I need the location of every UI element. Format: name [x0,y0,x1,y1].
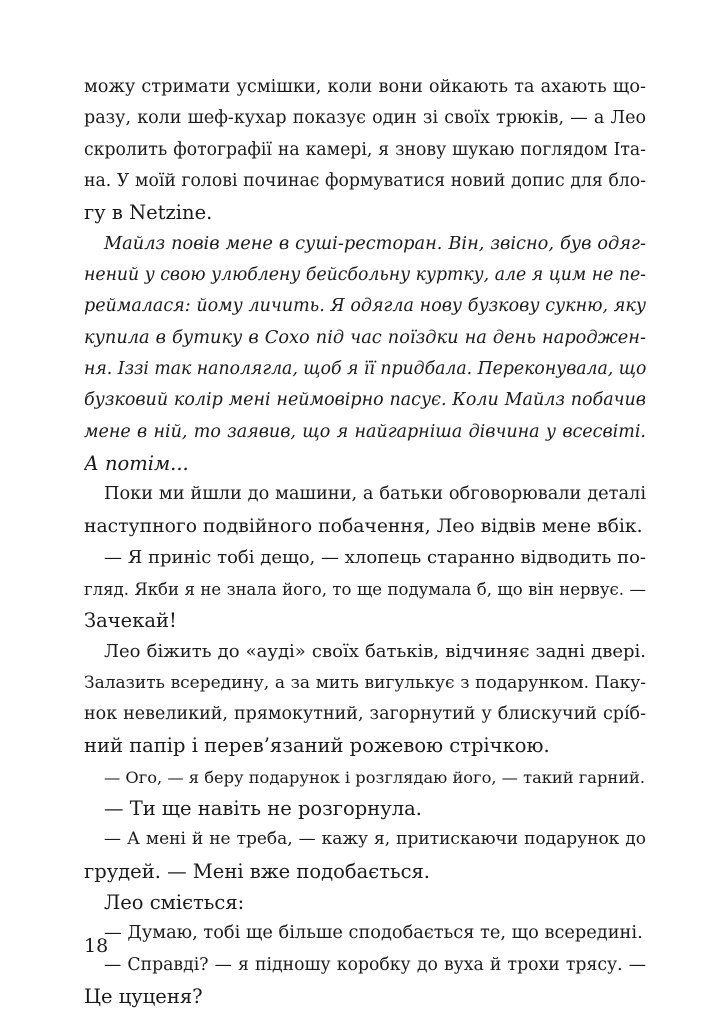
text-line: бузковий колір мені неймовірно пасує. Коли Майлз побачив [84,390,646,411]
text-line: Лео сміється: [104,890,245,914]
text-line: Поки ми йшли до машини, а батьки обговорювали деталі [104,484,646,505]
text-line: — Ти ще навіть не розгорнула. [104,796,422,820]
text-line: Зачекай! [84,608,177,632]
text-line: А потім... [84,452,189,476]
text-line: разу, коли шеф-кухар показує один зі своїх трюків, — а Лео [84,108,646,129]
page-number: 18 [84,935,109,957]
text-line: мене в ній, то заявив, що я найгарніша дівчина у всесвіті. [84,421,646,442]
text-line: наступного подвійного побачення, Лео відвів мене вбік. [84,515,643,537]
text-line: гляд. Якби я не знала його, то ще подумала б, що він нервує. — [84,579,646,599]
text-line: грудей. — Мені вже подобається. [84,859,431,883]
text-line: ний папір і перев’язаний рожевою стрічкою. [84,734,550,758]
text-line: реймалася: йому личить. Я одягла нову бузкову сукню, яку [84,296,646,317]
text-line: на. У моїй голові починає формуватися новий допис для бло- [84,171,646,192]
text-line: можу стримати усмішки, коли вони ойкають та ахають що- [84,77,646,97]
text-line: — Ого, — я беру подарунок і розглядаю його, — такий гарний. [104,767,646,787]
text-line: — А мені й не треба, — кажу я, притискаючи подарунок до [104,829,646,850]
text-line: Це цуценя? [84,984,203,1008]
text-line: Майлз повів мене в суші-ресторан. Він, звісно, був одяг- [104,233,646,254]
text-line: ня. Іззі так наполягла, щоб я її придбала. Переконувала, що [84,359,646,380]
text-line: Лео біжить до «ауді» своїх батьків, відчиняє задні двері. [104,641,646,663]
text-line: нений у свою улюблену бейсбольну куртку, але я цим не пе- [84,265,646,286]
text-line: гу в Netzine. [84,201,213,225]
page-body-text [84,72,646,1012]
text-line: — Справді? — я підношу коробку до вуха й трохи трясу. — [104,954,646,975]
text-line: — Я приніс тобі дещо, — хлопець старанно відводить по- [104,547,646,569]
text-line: купила в бутику в Сохо під час поїздки на день народжен- [84,327,646,348]
text-line: нок невеликий, прямокутний, загорнутий у блискучий срíб- [84,703,646,724]
text-line: — Думаю, тобі ще більше сподобається те, що всередині. [104,923,643,944]
text-line: Залазить всередину, а за мить вигулькує з подарунком. Паку- [84,672,646,693]
text-line: скролить фотографії на камері, я знову шукаю поглядом Іта- [84,139,646,160]
